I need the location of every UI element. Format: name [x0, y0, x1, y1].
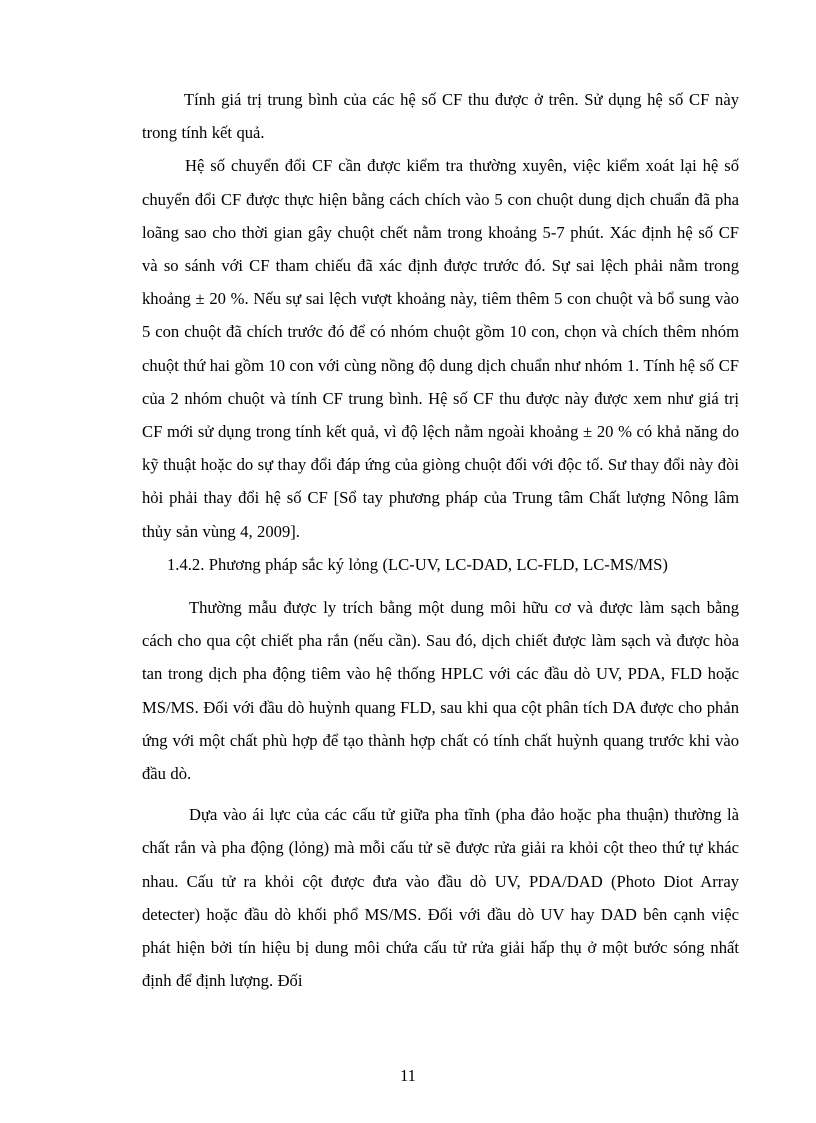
body-text: [142, 83, 739, 997]
paragraph-cf-average: Tính giá trị trung bình của các hệ số CF thu được ở trên. Sử dụng hệ số CF này trong tính kết quả.: [142, 90, 739, 143]
page-number: 11: [400, 1066, 416, 1085]
paragraph-sample-extraction: Thường mẫu được ly trích bằng một dung môi hữu cơ và được làm sạch bằng cách cho qua cột chiết pha rắn (nếu cần). Sau đó, dịch chiết được làm sạch và được hòa tan trong dịch pha động tiêm vào hệ thống HPLC với các đầu dò UV, PDA, FLD hoặc MS/MS. Đối với đầu dò huỳnh quang FLD, sau khi qua cột phân tích DA được cho phản ứng với một chất phù hợp để tạo thành hợp chất có tính chất huỳnh quang trước khi vào đầu dò.: [142, 598, 739, 784]
paragraph-cf-check: Hệ số chuyển đổi CF cần được kiểm tra thường xuyên, việc kiểm xoát lại hệ số chuyển đổi CF được thực hiện bằng cách chích vào 5 con chuột dung dịch chuẩn đã pha loãng sao cho thời gian gây chuột chết nằm trong khoảng 5-7 phút. Xác định hệ số CF và so sánh với CF tham chiếu đã xác định được trước đó. Sự sai lệch phải nằm trong khoảng ± 20 %. Nếu sự sai lệch vượt khoảng này, tiêm thêm 5 con chuột và bổ sung vào 5 con chuột đã chích trước đó để có nhóm chuột gồm 10 con, chọn và chích thêm nhóm chuột thứ hai gồm 10 con với cùng nồng độ dung dịch chuẩn như nhóm 1. Tính hệ số CF của 2 nhóm chuột và tính CF trung bình. Hệ số CF thu được này được xem như giá trị CF mới sử dụng trong tính kết quả, vì độ lệch nằm ngoài khoảng ± 20 % có khả năng do kỹ thuật hoặc do sự thay đổi đáp ứng của giòng chuột đối với độc tố. Sư thay đổi này đòi hỏi phải thay đổi hệ số CF [Sổ tay phương pháp của Trung tâm Chất lượng Nông lâm thủy sản vùng 4, 2009].: [142, 156, 739, 541]
paragraph-affinity-detection: Dựa vào ái lực của các cấu tử giữa pha tĩnh (pha đảo hoặc pha thuận) thường là chất rắn và pha động (lỏng) mà mỗi cấu tử sẽ được rửa giải ra khỏi cột theo thứ tự khác nhau. Cấu tử ra khỏi cột được đưa vào đầu dò UV, PDA/DAD (Photo Diot Array detecter) hoặc đầu dò khối phổ MS/MS. Đối với đầu dò UV hay DAD bên cạnh việc phát hiện bởi tín hiệu bị dung môi chứa cấu tử rửa giải hấp thụ ở một bước sóng nhất định để định lượng. Đối: [142, 805, 739, 991]
section-heading-lc-method: 1.4.2. Phương pháp sắc ký lỏng (LC-UV, LC-DAD, LC-FLD, LC-MS/MS): [167, 554, 668, 574]
